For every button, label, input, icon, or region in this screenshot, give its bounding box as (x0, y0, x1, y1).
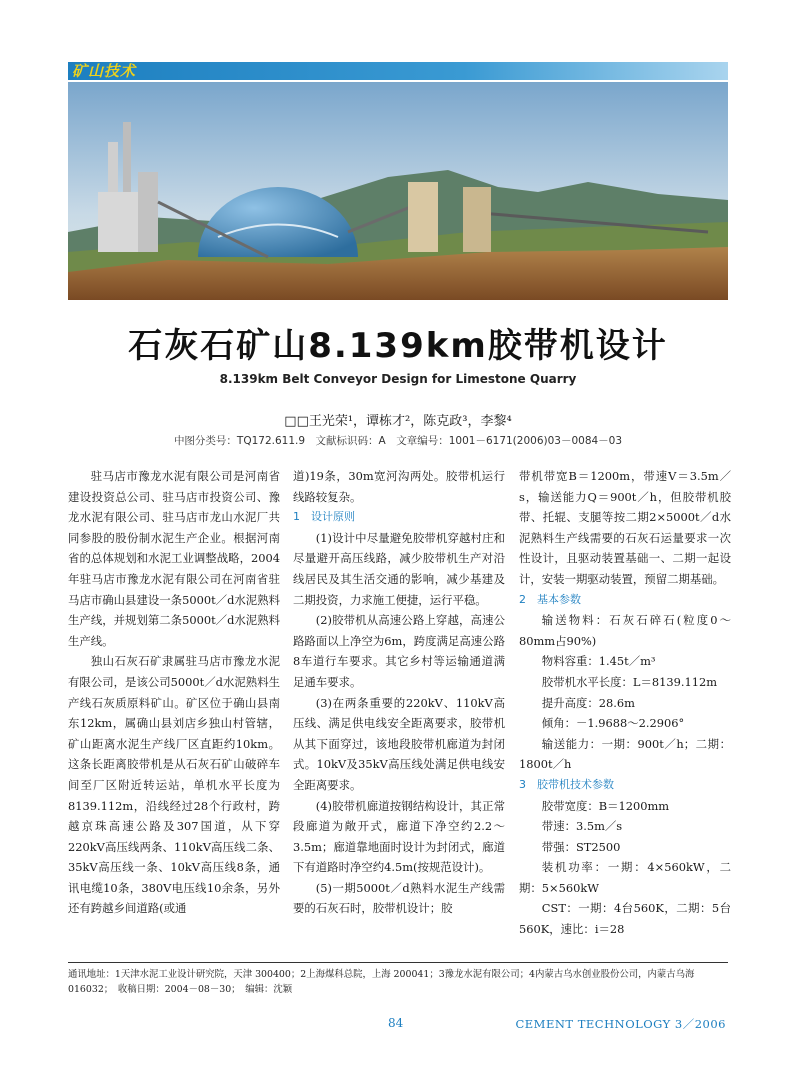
paragraph: (3)在两条重要的220kV、110kV高压线、满足供电线安全距离要求，胶带机从其下面穿过，该地段胶带机廊道为封闭式。10kV及35kV高压线处满足供电线安全距离要求。 (293, 695, 505, 792)
column-2 (293, 466, 505, 919)
header-band (68, 62, 728, 80)
section-heading: 3 胶带机技术参数 (519, 777, 614, 791)
paragraph: 胶带宽度：B＝1200mm (541, 798, 670, 813)
paragraph: CST：一期：4台560K，二期：5台560K，速比：i＝28 (519, 901, 731, 937)
paragraph: 输送能力：一期：900t／h；二期：1800t／h (519, 736, 731, 772)
paragraph: 带强：ST2500 (541, 839, 621, 854)
column-1 (68, 466, 280, 919)
authors: □□王光荣¹，谭栋才²，陈克政³，李黎⁴ (284, 414, 512, 429)
paragraph: 装机功率：一期：4×560kW，二期：5×560kW (519, 860, 731, 895)
paragraph: 带机带宽B＝1200m，带速V＝3.5m／s，输送能力Q＝900t／h，但胶带机胶带、托辊、支腿等按二期2×5000t／d水泥熟料生产线需要的石灰石运量要求一次性设计，且驱动装置基础一、二期一起设计，安装一期驱动装置，预留二期基础。 (519, 469, 731, 586)
page-number: 84 (388, 1016, 404, 1030)
column-3 (519, 466, 731, 940)
paragraph: 物料容重：1.45t／m³ (541, 654, 656, 669)
paragraph: 驻马店市豫龙水泥有限公司是河南省建设投资总公司、驻马店市投资公司、豫龙水泥有限公司、驻马店市龙山水泥厂共同参股的股份制水泥生产企业。根据河南省的总体规划和水泥工业调整战略，2004年驻马店市豫龙水泥有限公司在河南省驻马店市确山县建设一条5000t／d水泥熟料生产线，并规划第二条5000t／d水泥熟料生产线。 (68, 469, 280, 648)
paragraph: (1)设计中尽量避免胶带机穿越村庄和尽量避开高压线路，减少胶带机生产对沿线居民及其生活交通的影响，减少基建及二期投资，力求施工便捷，运行平稳。 (293, 530, 505, 607)
section-label: 矿山技术 (72, 62, 137, 80)
paragraph: 独山石灰石矿隶属驻马店市豫龙水泥有限公司，是该公司5000t／d水泥熟料生产线石灰质原料矿山。矿区位于确山县南东12km，属确山县刘店乡独山村管辖，矿山距离水泥生产线厂区直距约10km。这条长距离胶带机是从石灰石矿山破碎车间至厂区附近转运站，单机水平长度为8139.112m，沿线经过28个行政村，跨越京珠高速公路及307国道，从下穿220kV高压线两条、110kV高压线二条、35kV高压线一条、10kV高压线8条，通讯电缆10条，380V电压线10余条，另外还有跨越乡间道路(或通 (68, 654, 280, 916)
article-subtitle: 8.139km Belt Conveyor Design for Limestone Quarry (219, 372, 577, 386)
section-heading: 2 基本参数 (519, 592, 581, 606)
classification-line: 中图分类号：TQ172.611.9 文献标识码：A 文章编号：1001－6171(2006)03－0084－03 (173, 435, 623, 447)
paragraph: 输送物料：石灰石碎石(粒度0～80mm占90%) (519, 613, 731, 648)
footnote-rule (68, 962, 728, 963)
paragraph: 带速：3.5m／s (541, 819, 623, 834)
section-heading: 1 设计原则 (293, 510, 355, 524)
paragraph: 提升高度：28.6m (541, 695, 635, 710)
paragraph: (4)胶带机廊道按钢结构设计，其正常段廊道为敞开式，廊道下净空约2.2～3.5m；廊道靠地面时设计为封闭式，廊道下有道路时净空约4.5m(按规范设计)。 (293, 798, 505, 875)
footnote: 通讯地址：1天津水泥工业设计研究院，天津 300400；2上海煤科总院，上海 200041；3豫龙水泥有限公司；4内蒙古乌水创业股份公司，内蒙古乌海 016032； 收稿日期：2004－08－30； 编辑：沈颖 (68, 969, 695, 995)
paragraph: (2)胶带机从高速公路上穿越，高速公路路面以上净空为6m，跨度满足高速公路8车道行车要求。其它乡村等运输通道满足通车要求。 (293, 613, 505, 689)
paragraph: 道)19条，30m宽河沟两处。胶带机运行线路较复杂。 (293, 469, 505, 504)
paragraph: (5)一期5000t／d熟料水泥生产线需要的石灰石时，胶带机设计；胶 (293, 880, 505, 916)
journal-name: CEMENT TECHNOLOGY 3／2006 (515, 1017, 726, 1031)
paragraph: 胶带机水平长度：L＝8139.112m (541, 674, 718, 689)
quarry-photo (68, 82, 728, 300)
paragraph: 倾角：－1.9688～2.2906° (541, 716, 685, 731)
article-title: 石灰石矿山8.139km胶带机设计 (128, 326, 668, 366)
